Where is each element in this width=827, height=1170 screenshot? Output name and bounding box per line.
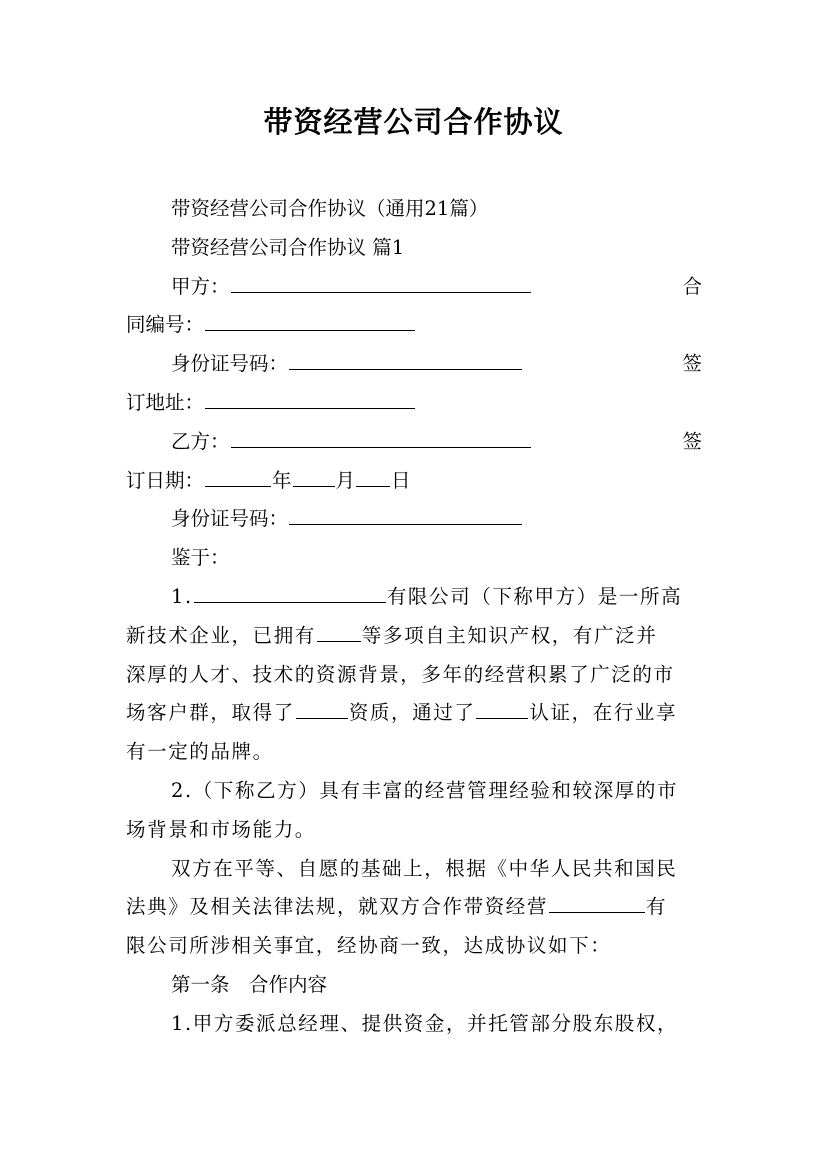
clause1-line2 <box>126 617 702 656</box>
document-title: 带资经营公司合作协议 <box>263 105 564 139</box>
sign-place-label-part1: 签 <box>682 352 702 376</box>
clause2-line1: 2.（下称乙方）具有丰富的经营管理经验和较深厚的市 <box>171 778 679 802</box>
sign-date-label-part1: 签 <box>682 429 702 453</box>
sign-place-label-part2: 订地址： <box>126 390 205 414</box>
clause1-line1 <box>126 578 702 617</box>
id-label-2: 身份证号码： <box>171 507 289 531</box>
clause1-line4-c: 认证，在行业享 <box>529 701 678 725</box>
month-label: 月 <box>335 468 356 492</box>
party-a-row <box>126 268 702 307</box>
sign-place-blank[interactable] <box>205 386 415 409</box>
contract-no-blank[interactable] <box>205 308 415 331</box>
clause1-line3: 深厚的人才、技术的资源背景，多年的经营积累了广泛的市 <box>126 662 675 686</box>
party-a-label: 甲方： <box>171 274 230 298</box>
clause1-prefix: 1. <box>171 584 193 608</box>
year-label: 年 <box>272 468 292 492</box>
id-row-1 <box>126 345 702 384</box>
basis-line1: 双方在平等、自愿的基础上，根据《中华人民共和国民 <box>171 856 678 880</box>
id-blank-2[interactable] <box>289 502 522 525</box>
clause1-line2-a: 新技术企业，已拥有 <box>126 623 316 647</box>
id-blank-1[interactable] <box>289 347 522 370</box>
clause2-line2: 场背景和市场能力。 <box>126 817 316 841</box>
basis-line3: 限公司所涉相关事宜，经协商一致，达成协议如下： <box>126 934 612 958</box>
company-a-blank[interactable] <box>194 580 386 603</box>
certification-blank[interactable] <box>476 696 528 719</box>
ip-count-blank[interactable] <box>317 619 361 642</box>
basis-line2-b: 有 <box>646 895 668 919</box>
id-row-2 <box>126 500 702 539</box>
document-body <box>126 190 702 1044</box>
basis-line2-a: 法典》及相关法律法规，就双方合作带资经营 <box>126 895 549 919</box>
contract-no-label-part1: 合 <box>682 274 702 298</box>
sign-date-row <box>126 462 702 501</box>
contract-no-label-part2: 同编号： <box>126 313 205 337</box>
document-subtitle: 带资经营公司合作协议（通用21篇） <box>171 197 489 220</box>
whereas-heading: 鉴于： <box>171 546 230 570</box>
party-b-label: 乙方： <box>171 429 230 453</box>
clause1-line1-text: 有限公司（下称甲方）是一所高 <box>386 584 683 608</box>
clause1-line4-a: 场客户群，取得了 <box>126 701 295 725</box>
clause1-line5: 有一定的品牌。 <box>126 740 274 764</box>
clause1-line4-b: 资质，通过了 <box>348 701 476 725</box>
article1-heading: 第一条 合作内容 <box>171 972 328 996</box>
day-blank[interactable] <box>356 464 390 487</box>
sign-place-row <box>126 384 702 423</box>
clause1-line4 <box>126 694 702 733</box>
day-label: 日 <box>391 468 411 492</box>
party-b-blank[interactable] <box>231 425 531 448</box>
article1-item1: 1.甲方委派总经理、提供资金，并托管部分股东股权， <box>171 1011 679 1035</box>
year-blank[interactable] <box>205 464 271 487</box>
party-b-row <box>126 423 702 462</box>
contract-no-row <box>126 306 702 345</box>
sign-date-label-part2: 订日期： <box>126 468 205 492</box>
section-heading: 带资经营公司合作协议 篇1 <box>171 235 405 259</box>
party-a-blank[interactable] <box>231 270 531 293</box>
id-label-1: 身份证号码： <box>171 352 289 376</box>
clause1-line2-b: 等多项自主知识产权，有广泛并 <box>361 623 658 647</box>
basis-line2 <box>126 888 702 927</box>
qualification-blank[interactable] <box>296 696 348 719</box>
month-blank[interactable] <box>293 464 335 487</box>
company-name-blank[interactable] <box>549 890 645 913</box>
